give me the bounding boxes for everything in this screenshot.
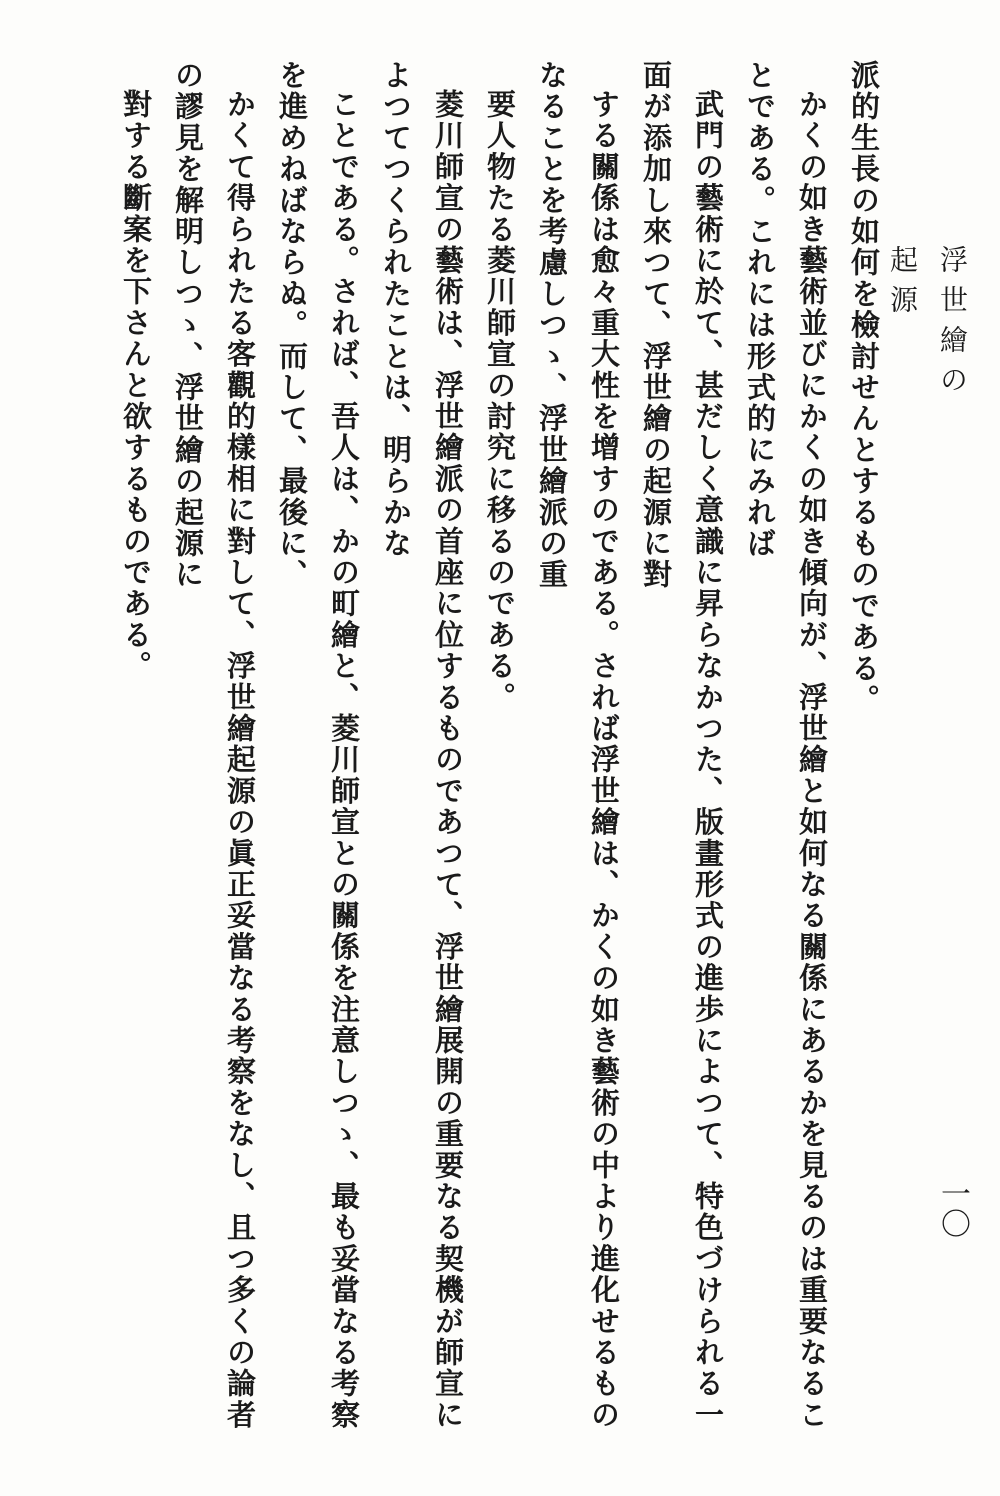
paragraph-3 xyxy=(110,60,474,1460)
running-head-title: 浮世繪の起源 xyxy=(886,245,969,405)
text-line: する關係は愈々重大性を增すのである。されば浮世繪は、かくの如き藝術の中より進化せるものなることを考慮しつゝ、浮世繪派の重 xyxy=(535,60,621,1431)
text-line: 派的生長の如何を檢討せんとするものである。 xyxy=(847,60,881,716)
text-line: ことである。されば、吾人は、かの町繪と、菱川師宣との關係を注意しつゝ、最も妥當なる考察を進めねばならぬ。而して、最後に、 xyxy=(275,60,361,1431)
paragraph-2 xyxy=(474,60,838,1460)
text-line: かくの如き藝術並びにかくの如き傾向が、浮世繪と如何なる關係にあるかを見るのは重要なることである。これには形式的にみれば xyxy=(743,60,829,1431)
text-line: 對する斷案を下さんと欲するものである。 xyxy=(119,89,153,682)
text-line: かくて得られたる客觀的樣相に對して、浮世繪起源の眞正妥當なる考察をなし、且つ多くの論者の謬見を解明しつゝ、浮世繪の起源に xyxy=(171,60,257,1431)
text-line: 武門の藝術に於て、甚だしく意識に昇らなかつた、版畫形式の進歩によつて、特色づけられる一面が添加し來つて、浮世繪の起源に對 xyxy=(639,60,725,1431)
page-number: 一〇 xyxy=(935,1178,970,1238)
text-line: 菱川師宣の藝術は、浮世繪派の首座に位するものであつて、浮世繪展開の重要なる契機が師宣によつてつくられたことは、明らかな xyxy=(379,60,465,1431)
body-text xyxy=(119,60,890,1460)
paragraph-1 xyxy=(838,60,890,1460)
text-line: 要人物たる菱川師宣の討究に移るのである。 xyxy=(483,89,517,713)
